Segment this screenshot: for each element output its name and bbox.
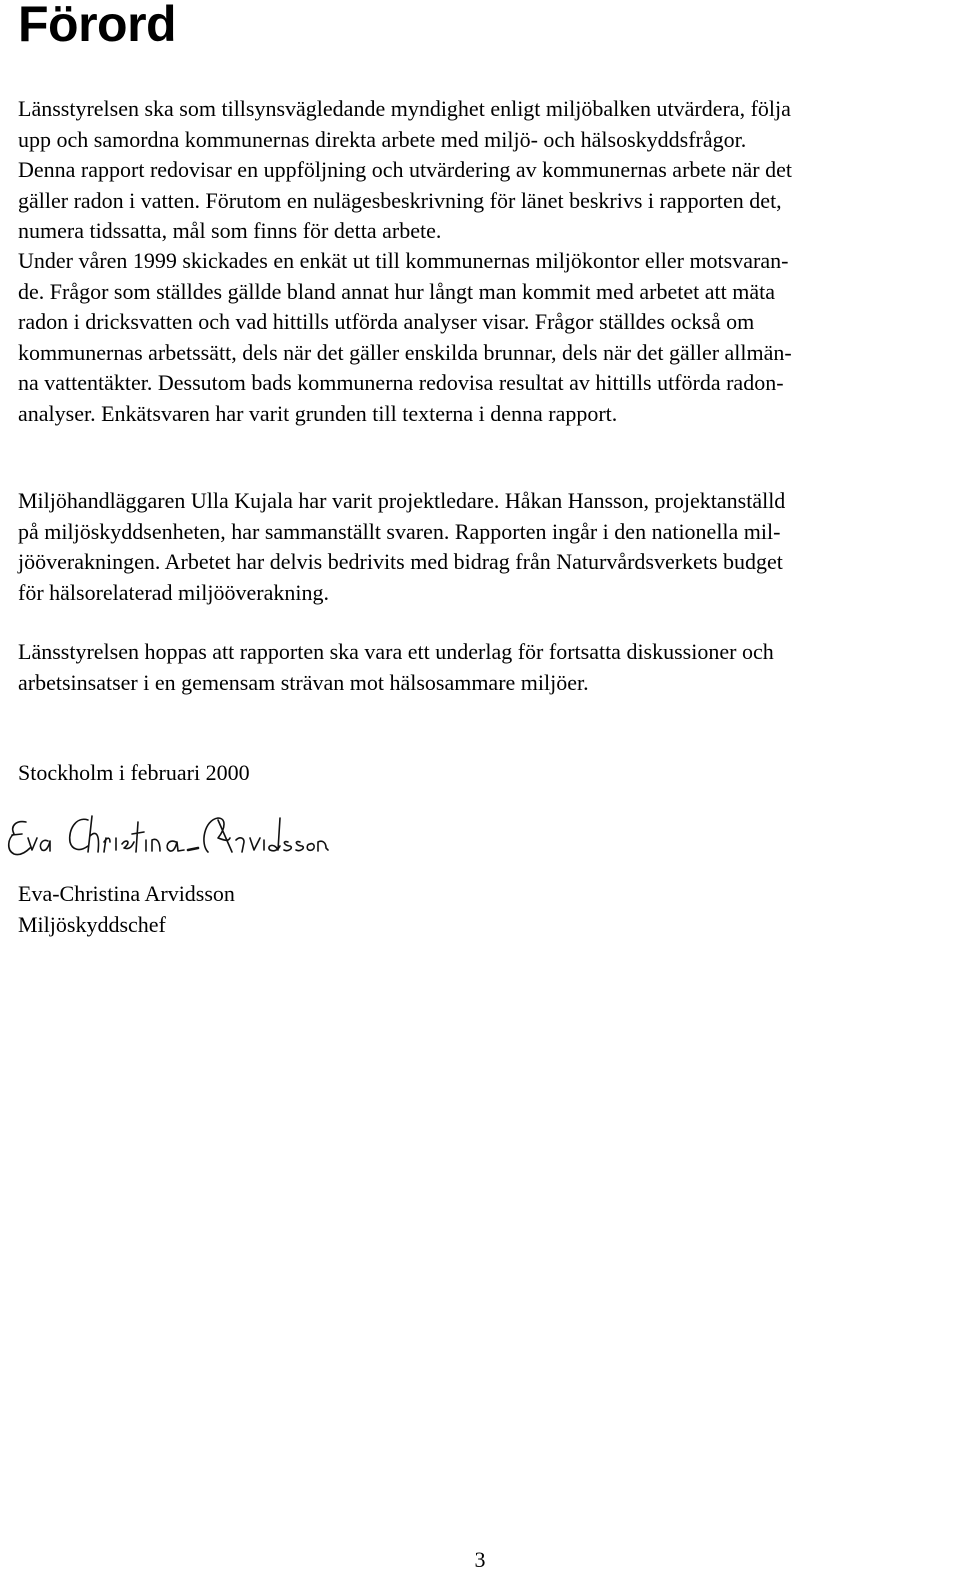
paragraph-line: Denna rapport redovisar en uppföljning och utvärdering av kommunernas arbete när det — [18, 157, 793, 182]
page-number: 3 — [474, 1547, 486, 1572]
paragraph-line: kommunernas arbetssätt, dels när det gäller enskilda brunnar, dels när det gäller allmän- — [18, 339, 792, 365]
paragraph-line: Miljöhandläggaren Ulla Kujala har varit projektledare. Håkan Hansson, projektanställd — [18, 488, 786, 513]
paragraph-1 — [18, 94, 946, 247]
paragraph-line: numera tidssatta, mål som finns för detta arbete. — [18, 218, 442, 243]
paragraph-line: na vattentäkter. Dessutom bads kommunerna redovisa resultat av hittills utförda radon- — [18, 370, 784, 395]
handwritten-signature — [4, 808, 334, 864]
place-and-date: Stockholm i februari 2000 — [18, 760, 250, 785]
signer-title: Miljöskyddschef — [18, 911, 166, 937]
paragraph-line: de. Frågor som ställdes gällde bland annat hur långt man kommit med arbetet att mäta — [18, 278, 775, 304]
paragraph-line: för hälsorelaterad miljööverakning. — [18, 579, 329, 605]
signer-block — [18, 879, 946, 940]
page-heading: Förord — [18, 0, 177, 52]
paragraph-line: arbetsinsatser i en gemensam strävan mot hälsosammare miljöer. — [18, 669, 589, 695]
paragraph-line: analyser. Enkätsvaren har varit grunden till texterna i denna rapport. — [18, 400, 618, 426]
paragraph-line: upp och samordna kommunernas direkta arbete med miljö- och hälsoskyddsfrågor. — [18, 126, 747, 152]
paragraph-line: Länsstyrelsen hoppas att rapporten ska vara ett underlag för fortsatta diskussioner och — [18, 639, 774, 664]
paragraph-3 — [18, 486, 946, 608]
paragraph-line: på miljöskyddsenheten, har sammanställt svaren. Rapporten ingår i den nationella mil- — [18, 518, 781, 544]
paragraph-line: jööverakningen. Arbetet har delvis bedrivits med bidrag från Naturvårdsverkets budget — [18, 549, 783, 574]
paragraph-line: gäller radon i vatten. Förutom en nulägesbeskrivning för länet beskrivs i rapporten det, — [18, 187, 782, 213]
paragraph-4 — [18, 637, 946, 698]
paragraph-line: Länsstyrelsen ska som tillsynsvägledande myndighet enligt miljöbalken utvärdera, följa — [18, 96, 791, 121]
paragraph-2 — [18, 246, 946, 429]
paragraph-line: Under våren 1999 skickades en enkät ut till kommunernas miljökontor eller motsvaran- — [18, 248, 789, 273]
paragraph-line: radon i dricksvatten och vad hittills utförda analyser visar. Frågor ställdes också om — [18, 309, 755, 334]
signer-name: Eva-Christina Arvidsson — [18, 881, 235, 906]
